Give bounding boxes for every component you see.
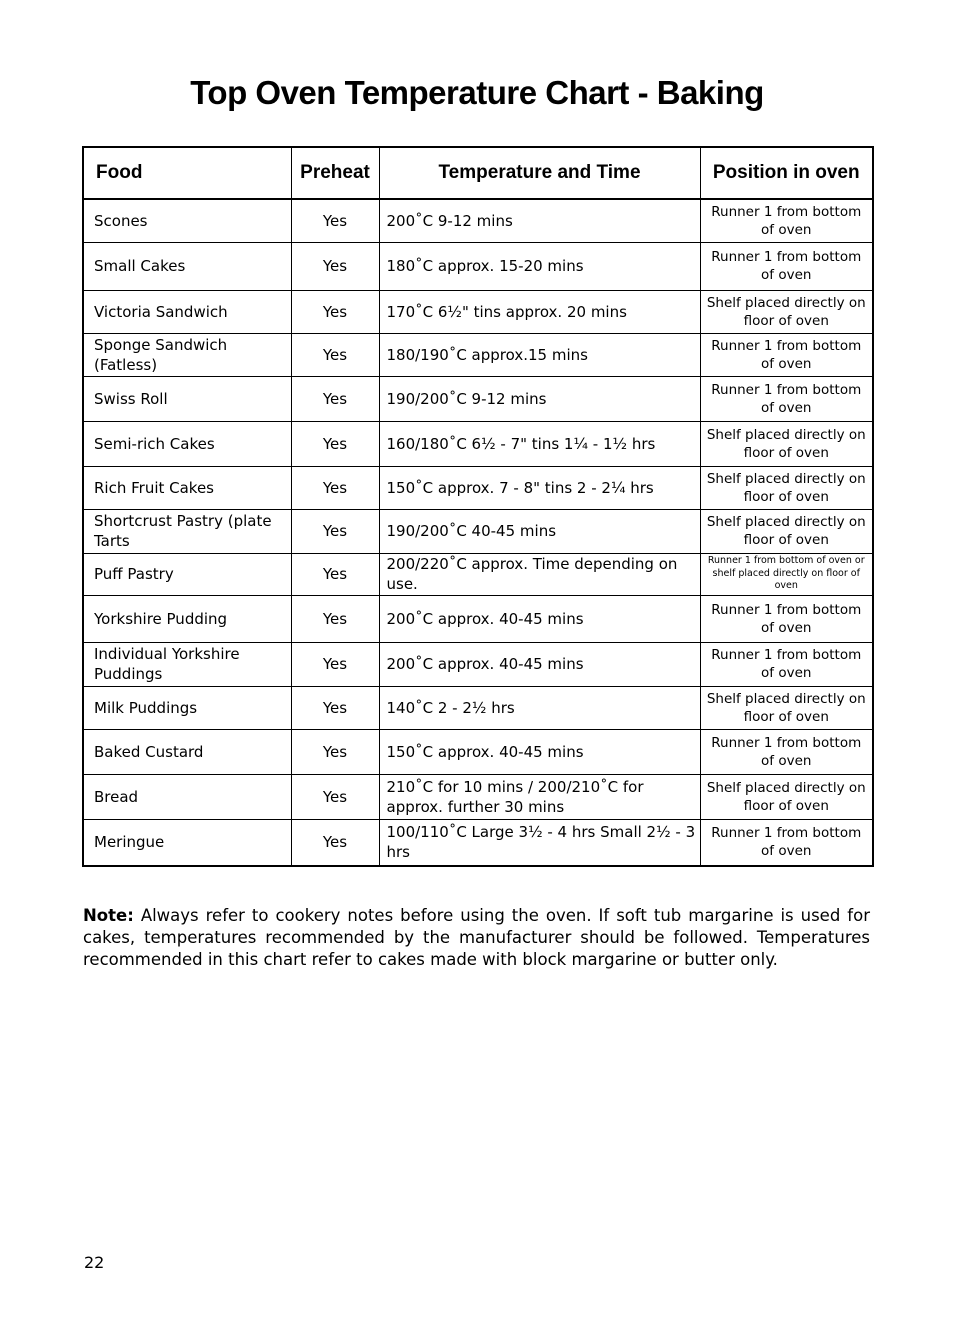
food-cell: Sponge Sandwich (Fatless): [83, 333, 291, 376]
position-cell: Runner 1 from bottom of oven: [700, 729, 873, 774]
food-cell: Semi-rich Cakes: [83, 421, 291, 466]
table-row: [83, 333, 873, 376]
food-cell: Baked Custard: [83, 729, 291, 774]
table-row: [83, 819, 873, 866]
position-cell: Runner 1 from bottom of oven: [700, 376, 873, 421]
header-preheat: Preheat: [291, 147, 379, 199]
preheat-cell: Yes: [291, 774, 379, 819]
preheat-cell: Yes: [291, 290, 379, 333]
food-cell: Yorkshire Pudding: [83, 595, 291, 642]
position-cell: Runner 1 from bottom of oven: [700, 595, 873, 642]
table-row: [83, 199, 873, 242]
preheat-cell: Yes: [291, 376, 379, 421]
food-cell: Small Cakes: [83, 242, 291, 290]
food-cell: Rich Fruit Cakes: [83, 466, 291, 509]
table-row: [83, 553, 873, 595]
preheat-cell: Yes: [291, 199, 379, 242]
food-cell: Shortcrust Pastry (plate Tarts: [83, 509, 291, 553]
table-header-row: [83, 147, 873, 199]
table-row: [83, 509, 873, 553]
header-temperature-time: Temperature and Time: [379, 147, 700, 199]
food-cell: Victoria Sandwich: [83, 290, 291, 333]
preheat-cell: Yes: [291, 333, 379, 376]
food-cell: Puff Pastry: [83, 553, 291, 595]
preheat-cell: Yes: [291, 595, 379, 642]
table-row: [83, 774, 873, 819]
position-cell: Runner 1 from bottom of oven: [700, 199, 873, 242]
temp-cell: 150˚C approx. 7 - 8" tins 2 - 2¼ hrs: [379, 466, 700, 509]
preheat-cell: Yes: [291, 686, 379, 729]
food-cell: Milk Puddings: [83, 686, 291, 729]
position-cell: Runner 1 from bottom of oven: [700, 333, 873, 376]
preheat-cell: Yes: [291, 819, 379, 866]
note-label: Note:: [83, 906, 134, 925]
temp-cell: 180/190˚C approx.15 mins: [379, 333, 700, 376]
position-cell: Runner 1 from bottom of oven: [700, 242, 873, 290]
preheat-cell: Yes: [291, 466, 379, 509]
preheat-cell: Yes: [291, 242, 379, 290]
position-cell: Runner 1 from bottom of oven or shelf placed directly on floor of oven: [700, 553, 873, 595]
food-cell: Individual Yorkshire Puddings: [83, 642, 291, 686]
preheat-cell: Yes: [291, 421, 379, 466]
position-cell: Shelf placed directly on floor of oven: [700, 686, 873, 729]
temp-cell: 190/200˚C 40-45 mins: [379, 509, 700, 553]
position-cell: Shelf placed directly on floor of oven: [700, 509, 873, 553]
note-paragraph: [83, 905, 870, 971]
food-cell: Scones: [83, 199, 291, 242]
temp-cell: 180˚C approx. 15-20 mins: [379, 242, 700, 290]
temp-cell: 200˚C approx. 40-45 mins: [379, 642, 700, 686]
header-food: Food: [83, 147, 291, 199]
temp-cell: 200˚C 9-12 mins: [379, 199, 700, 242]
position-cell: Runner 1 from bottom of oven: [700, 642, 873, 686]
table-row: [83, 686, 873, 729]
temp-cell: 150˚C approx. 40-45 mins: [379, 729, 700, 774]
temp-cell: 160/180˚C 6½ - 7" tins 1¼ - 1½ hrs: [379, 421, 700, 466]
position-cell: Shelf placed directly on floor of oven: [700, 421, 873, 466]
temp-cell: 200/220˚C approx. Time depending on use.: [379, 553, 700, 595]
page-title: Top Oven Temperature Chart - Baking: [190, 74, 764, 111]
position-cell: Shelf placed directly on floor of oven: [700, 290, 873, 333]
note-text: Always refer to cookery notes before using the oven. If soft tub margarine is used for cakes, temperatures recommended by the manufacturer should be followed. Temperatures recommended in this chart refer to cakes made with block margarine or butter only.: [83, 906, 870, 969]
page-number: 22: [84, 1253, 105, 1272]
temperature-chart-table: [82, 146, 874, 867]
table-row: [83, 242, 873, 290]
temp-cell: 190/200˚C 9-12 mins: [379, 376, 700, 421]
preheat-cell: Yes: [291, 729, 379, 774]
preheat-cell: Yes: [291, 509, 379, 553]
food-cell: Bread: [83, 774, 291, 819]
table-row: [83, 729, 873, 774]
position-cell: Shelf placed directly on floor of oven: [700, 774, 873, 819]
temp-cell: 200˚C approx. 40-45 mins: [379, 595, 700, 642]
food-cell: Meringue: [83, 819, 291, 866]
table-row: [83, 466, 873, 509]
position-cell: Runner 1 from bottom of oven: [700, 819, 873, 866]
temp-cell: 170˚C 6½" tins approx. 20 mins: [379, 290, 700, 333]
preheat-cell: Yes: [291, 553, 379, 595]
position-cell: Shelf placed directly on floor of oven: [700, 466, 873, 509]
table-row: [83, 421, 873, 466]
table-row: [83, 376, 873, 421]
header-position: Position in oven: [700, 147, 873, 199]
preheat-cell: Yes: [291, 642, 379, 686]
table-row: [83, 642, 873, 686]
table-row: [83, 290, 873, 333]
table-row: [83, 595, 873, 642]
temp-cell: 100/110˚C Large 3½ - 4 hrs Small 2½ - 3 hrs: [379, 819, 700, 866]
temp-cell: 140˚C 2 - 2½ hrs: [379, 686, 700, 729]
food-cell: Swiss Roll: [83, 376, 291, 421]
temp-cell: 210˚C for 10 mins / 200/210˚C for approx. further 30 mins: [379, 774, 700, 819]
